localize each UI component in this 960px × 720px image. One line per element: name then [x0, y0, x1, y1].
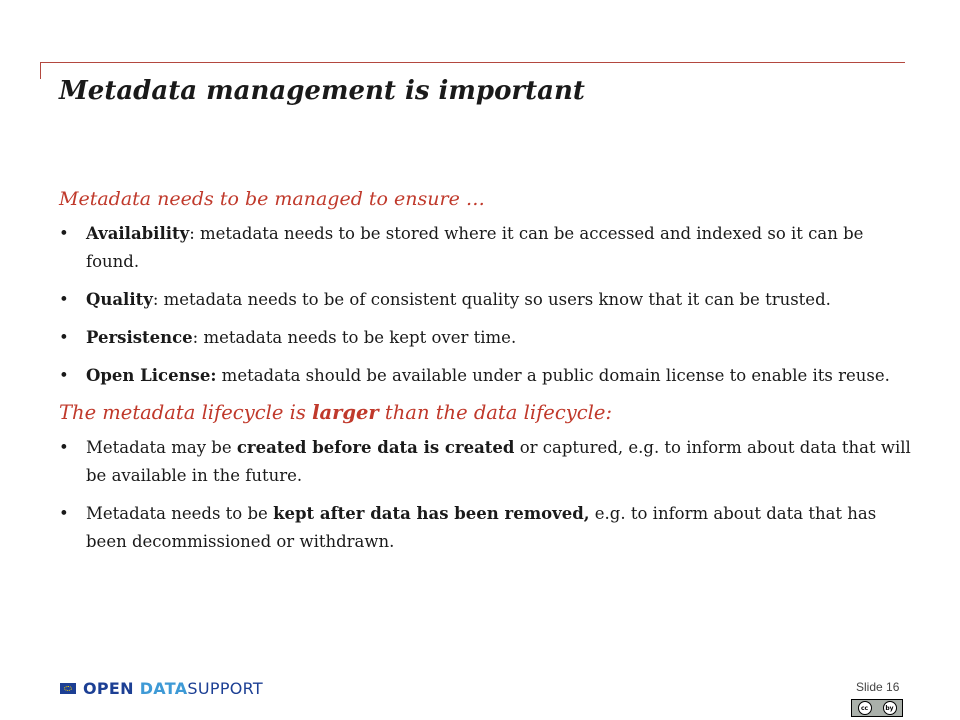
section-2-lead: [59, 400, 919, 426]
bullet-created-before: [59, 434, 919, 490]
creative-commons-by-badge: [851, 699, 903, 717]
bullet-dot: •: [59, 366, 69, 385]
eu-flag-icon: [60, 683, 76, 694]
attribution-icon: by: [883, 701, 897, 715]
slide-number: Slide 16: [856, 680, 900, 694]
lead-start: The metadata lifecycle is: [59, 401, 313, 424]
lead-end: than the data lifecycle:: [378, 401, 613, 424]
bullet-text: : metadata needs to be kept over time.: [192, 328, 517, 347]
bullet-term: Quality: [86, 290, 153, 309]
bullet-bold: kept after data has been removed,: [273, 504, 590, 523]
bullet-dot: •: [59, 224, 69, 243]
open-data-support-logo: [60, 678, 263, 698]
bullet-text: : metadata needs to be stored where it can be accessed and indexed so it can be found.: [86, 224, 864, 271]
logo-data: DATA: [139, 678, 188, 698]
bullet-term: Open License:: [86, 366, 217, 385]
cc-icon: cc: [858, 701, 872, 715]
logo-open: OPEN: [83, 678, 140, 698]
bullet-quality: [59, 286, 919, 314]
logo-support: SUPPORT: [187, 678, 263, 698]
bullet-text-after: e.g. to inform about data that has been decommissioned or withdrawn.: [86, 504, 877, 551]
bullet-term: Availability: [86, 224, 190, 243]
bullet-dot: •: [59, 504, 69, 523]
bullet-kept-after: [59, 500, 919, 556]
bullet-persistence: [59, 324, 919, 352]
bullet-text: : metadata needs to be of consistent quality so users know that it can be trusted.: [152, 290, 831, 309]
bullet-text: metadata should be available under a public domain license to enable its reuse.: [216, 366, 890, 385]
bullet-availability: [59, 220, 919, 276]
section-2-bullets: [59, 434, 919, 556]
bullet-text-before: Metadata may be: [86, 438, 237, 457]
slide-content: [59, 186, 919, 566]
lead-emphasis: larger: [312, 401, 379, 424]
bullet-term: Persistence: [86, 328, 193, 347]
bullet-dot: •: [59, 290, 69, 309]
logo-text: [83, 679, 263, 698]
bullet-text-before: Metadata needs to be: [86, 504, 274, 523]
bullet-dot: •: [59, 328, 69, 347]
section-1-lead: Metadata needs to be managed to ensure …: [59, 188, 485, 210]
section-1-bullets: [59, 220, 919, 390]
bullet-text-after: or captured, e.g. to inform about data that will be available in the future.: [86, 438, 911, 485]
bullet-open-license: [59, 362, 919, 390]
bullet-bold: created before data is created: [236, 438, 515, 457]
bullet-dot: •: [59, 438, 69, 457]
slide-title: Metadata management is important: [59, 76, 585, 106]
